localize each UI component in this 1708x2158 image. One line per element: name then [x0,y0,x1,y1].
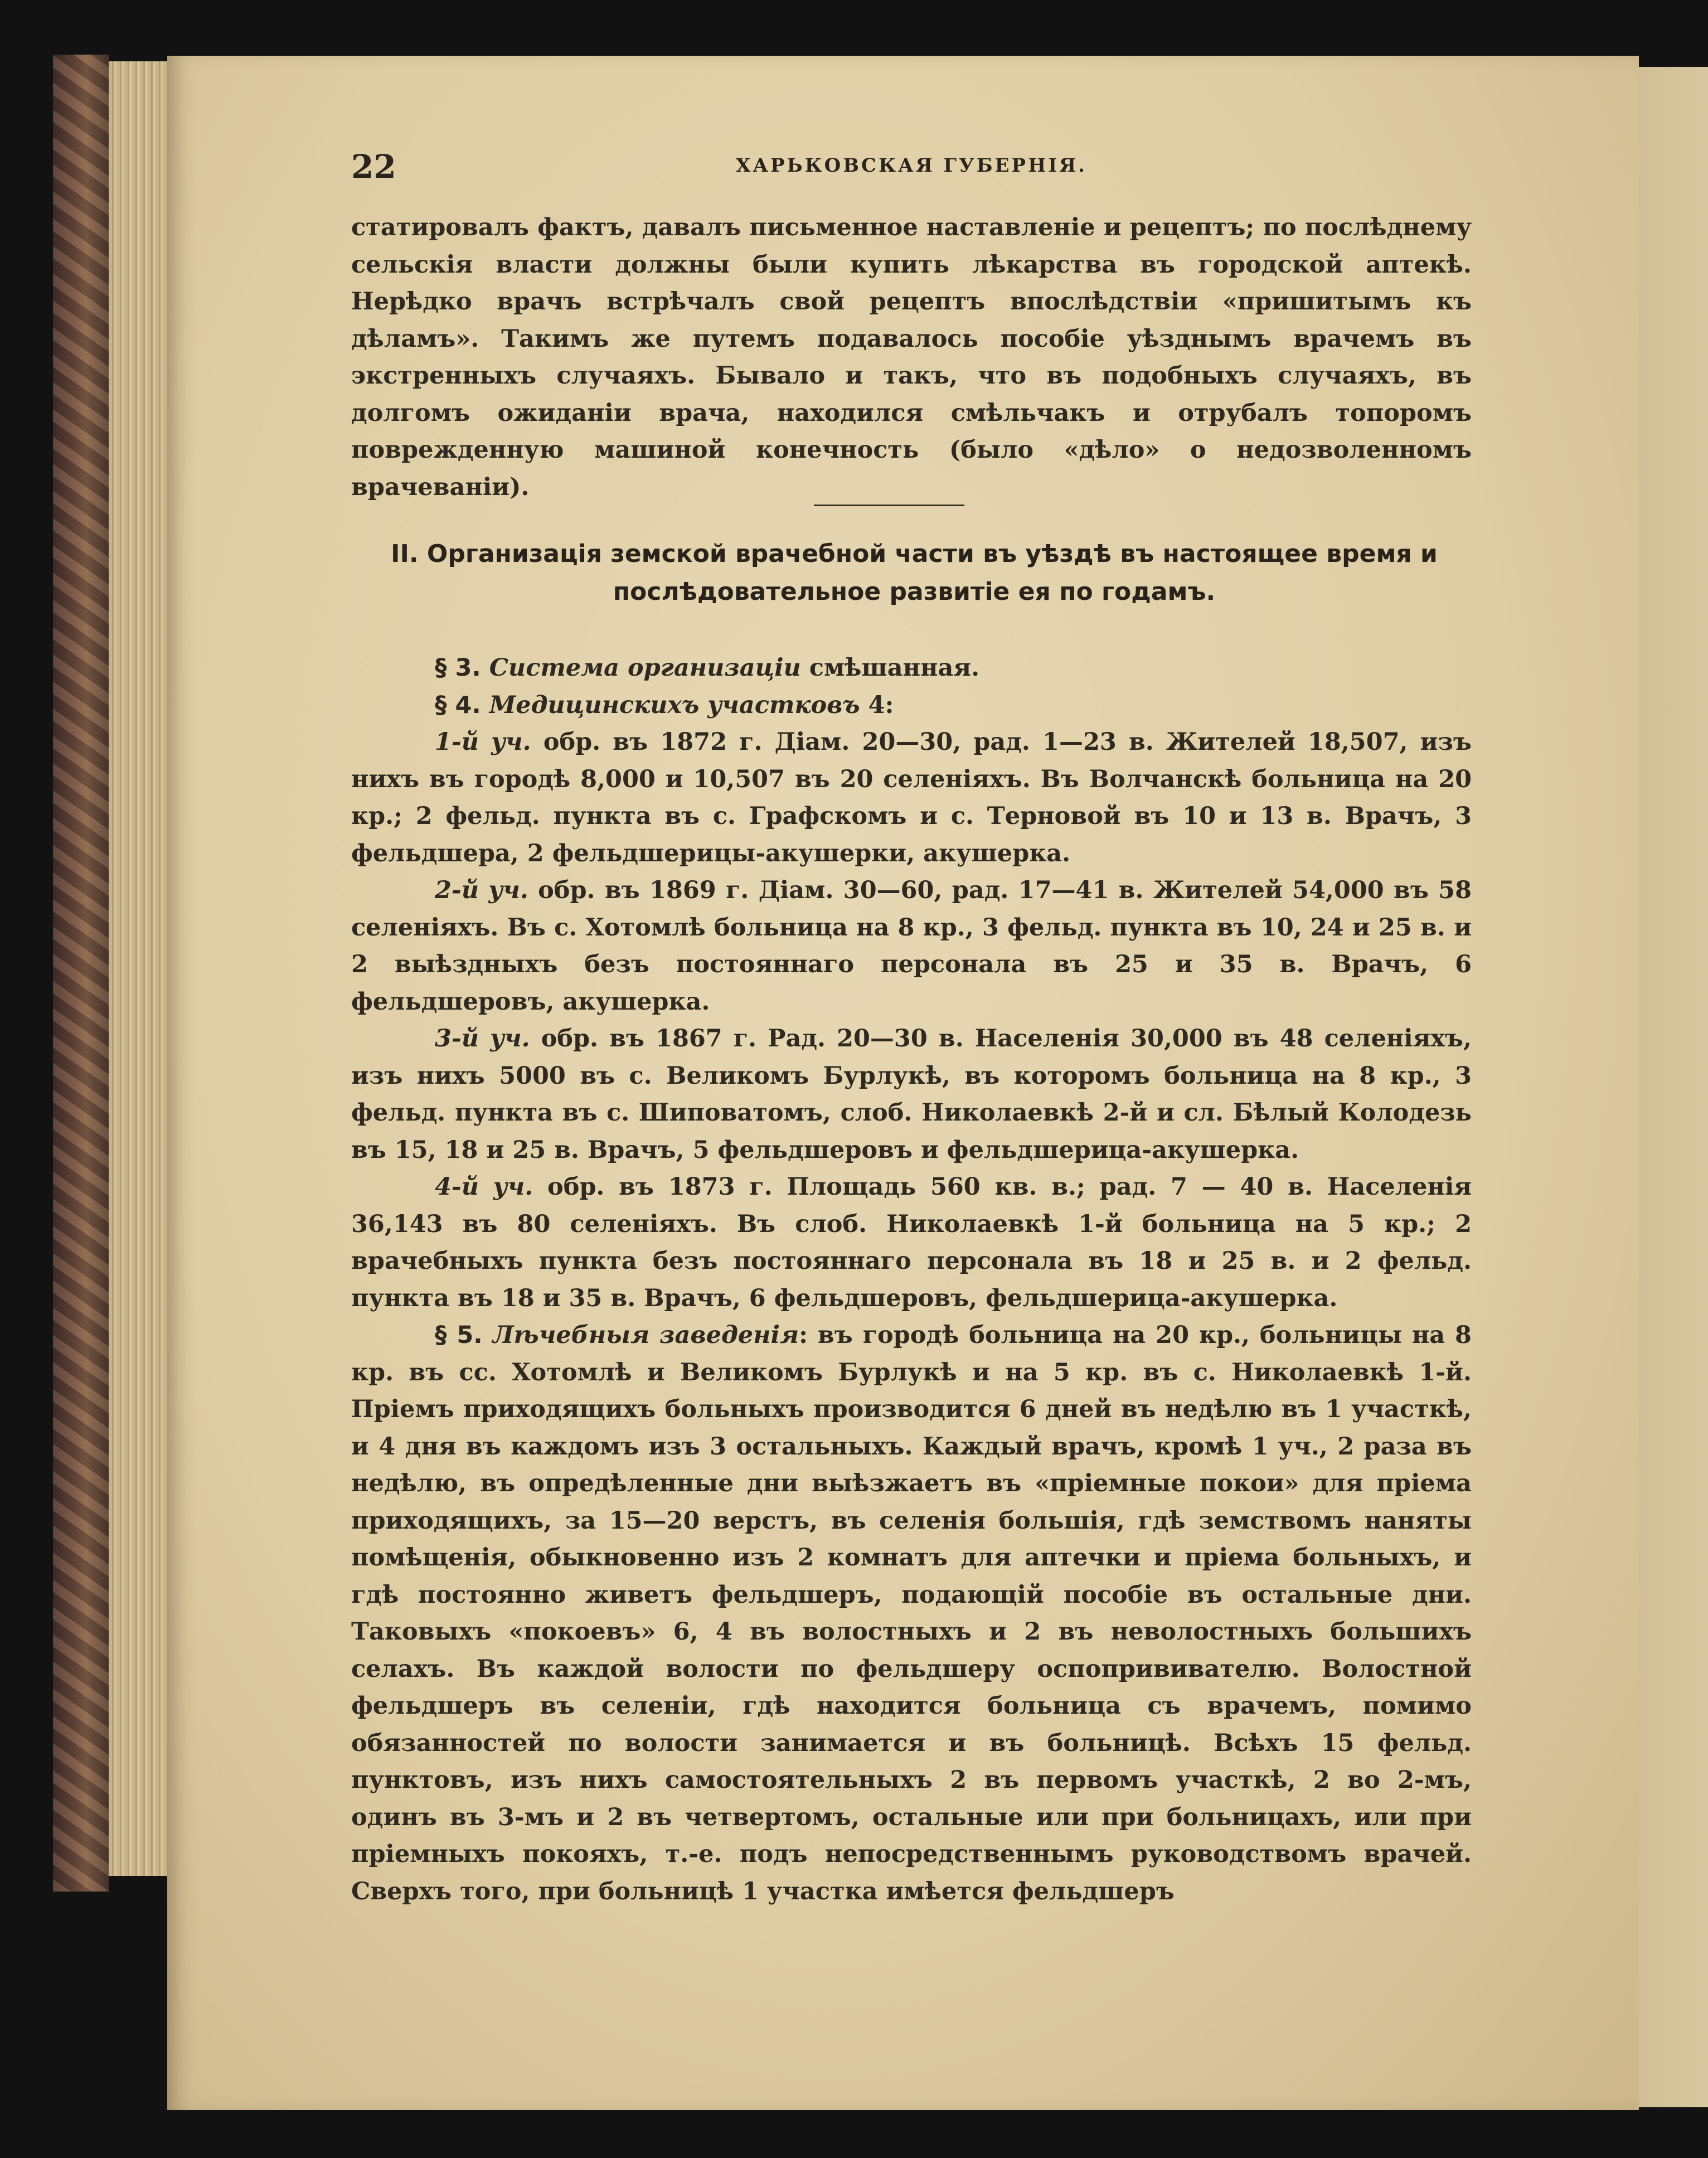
running-title: ХАРЬКОВСКАЯ ГУБЕРНІЯ. [736,154,1087,177]
paragraph-title: Лѣчебныя заведенія [492,1321,799,1349]
district-label: 3-й уч. [435,1025,530,1053]
paragraph-title: Система организаціи [489,654,801,682]
paragraph-5 [351,1317,1472,1910]
district-2 [351,872,1472,1020]
intro-paragraph: статировалъ фактъ, давалъ письменное наставленіе и рецептъ; по послѣднему сельскія власти должны были купить лѣкарства въ городской аптекѣ. Нерѣдко врачъ встрѣчалъ свой рецептъ впослѣдствіи «пришитымъ къ дѣламъ». Такимъ же путемъ подавалось пособіе уѣзднымъ врачемъ въ экстренныхъ случаяхъ. Бывало и такъ, что въ подобныхъ случаяхъ, въ долгомъ ожиданіи врача, находился смѣльчакъ и отрубалъ топоромъ поврежденную машиной конечность (было «дѣло» о недозволенномъ врачеваніи). [351,214,1472,501]
intro-block [351,209,1472,506]
paragraph-3 [351,649,1472,687]
paragraph-title: Медицинскихъ участковъ [489,691,860,719]
paragraph-number: § 4. [435,691,489,719]
district-text: обр. въ 1872 г. Діам. 20—30, рад. 1—23 в. Жителей 18,507, изъ нихъ въ городѣ 8,000 и 10,507 въ 20 селеніяхъ. Въ Волчанскѣ больница на 20 кр.; 2 фельд. пункта въ с. Графскомъ и с. Терновой въ 10 и 13 в. Врачъ, 3 фельдшера, 2 фельдшерицы-акушерки, акушерка. [351,728,1472,867]
district-text: обр. въ 1867 г. Рад. 20—30 в. Населенія 30,000 въ 48 селеніяхъ, изъ нихъ 5000 въ с. Великомъ Бурлукѣ, въ которомъ больница на 8 кр., 3 фельд. пункта въ с. Шиповатомъ, слоб. Николаевкѣ 2-й и сл. Бѣлый Колодезь въ 15, 18 и 25 в. Врачъ, 5 фельдшеровъ и фельдшерица-акушерка. [351,1025,1472,1164]
page-number: 22 [351,148,396,186]
paragraph-text: 4: [860,691,894,719]
district-text: обр. въ 1873 г. Площадь 560 кв. в.; рад. 7 — 40 в. Населенія 36,143 въ 80 селеніяхъ. Въ слоб. Николаевкѣ 1-й больница на 5 кр.; 2 врачебныхъ пункта безъ постояннаго персонала въ 18 и 25 в. и 2 фельд. пункта въ 18 и 35 в. Врачъ, 6 фельдшеровъ, фельдшерица-акушерка. [351,1173,1472,1312]
paragraph-number: § 3. [435,654,489,682]
running-head [351,148,1472,198]
district-text: обр. въ 1869 г. Діам. 30—60, рад. 17—41 в. Жителей 54,000 въ 58 селеніяхъ. Въ с. Хотомлѣ больница на 8 кр., 3 фельд. пункта въ 10, 24 и 25 в. и 2 выѣздныхъ безъ постояннаго персонала въ 25 и 35 в. Врачъ, 6 фельдшеровъ, акушерка. [351,876,1472,1016]
district-4 [351,1168,1472,1317]
district-label: 2-й уч. [435,876,528,904]
district-1 [351,724,1472,872]
book-binding [53,55,109,1892]
section-divider [814,505,964,506]
paragraph-4 [351,687,1472,724]
district-label: 4-й уч. [435,1173,533,1201]
paragraph-text: смѣшанная. [800,654,980,682]
district-label: 1-й уч. [435,728,531,756]
section-heading: II. Организація земской врачебной части въ уѣздѣ въ настоящее время и послѣдовательное развитіе ея по годамъ. [391,540,1438,606]
paragraph-number: § 5. [435,1321,493,1349]
body-block [351,649,1472,1910]
page-edges [109,61,176,1876]
paragraph-text: : въ городѣ больница на 20 кр., больницы на 8 кр. въ сс. Хотомлѣ и Великомъ Бурлукѣ и на 5 кр. въ с. Николаевкѣ 1-й. Пріемъ приходящихъ больныхъ производится 6 дней въ недѣлю въ 1 участкѣ, и 4 дня въ каждомъ изъ 3 остальныхъ. Каждый врачъ, кромѣ 1 уч., 2 раза въ недѣлю, въ опредѣленные дни выѣзжаетъ въ «пріемные покои» для пріема приходящихъ, за 15—20 верстъ, въ селенія большія, гдѣ земствомъ наняты помѣщенія, обыкновенно изъ 2 комнатъ для аптечки и пріема больныхъ, и гдѣ постоянно живетъ фельдшеръ, подающій пособіе въ остальные дни. Таковыхъ «покоевъ» 6, 4 въ волостныхъ и 2 въ неволостныхъ большихъ селахъ. Въ каждой волости по фельдшеру оспопрививателю. Волостной фельдшеръ въ селеніи, гдѣ находится больница съ врачемъ, помимо обязанностей по волости занимается и въ больницѣ. Всѣхъ 15 фельд. пунктовъ, изъ нихъ самостоятельныхъ 2 въ первомъ участкѣ, 2 во 2-мъ, одинъ въ 3-мъ и 2 въ четвертомъ, остальные или при больницахъ, или при пріемныхъ покояхъ, т.-е. подъ непосредственнымъ руководствомъ врачей. Сверхъ того, при больницѣ 1 участка имѣется фельдшеръ [351,1321,1472,1905]
district-3 [351,1020,1472,1168]
